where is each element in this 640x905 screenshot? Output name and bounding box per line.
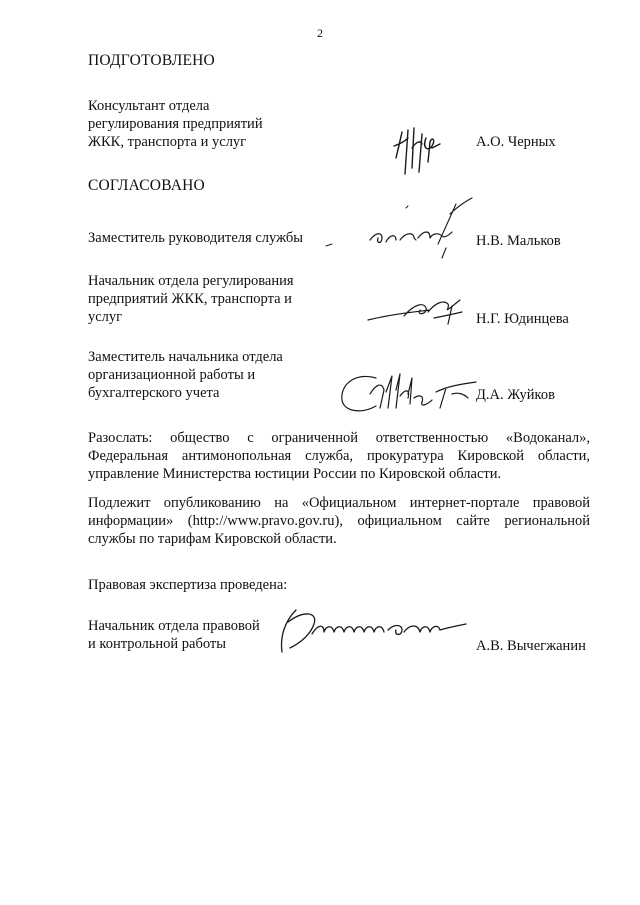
legal-review-position (88, 617, 260, 653)
publication-paragraph: Подлежит опубликованию на «Официальном интернет-портале правовой информации» (http://www.pravo.gov.ru), официальном сайте региональной службы по тарифам Кировской области. (88, 495, 590, 547)
signature-chernykh (392, 124, 456, 180)
agreed-heading: СОГЛАСОВАНО (88, 177, 205, 194)
prepared-name: А.О. Черных (476, 134, 556, 150)
signature-vychegzhanin (270, 604, 470, 660)
agreed-name-1: Н.В. Мальков (476, 233, 561, 249)
legal-review-position-line-1: Начальник отдела правовой (88, 618, 260, 634)
page-number: 2 (317, 26, 323, 40)
agreed-position-2-line-2: предприятий ЖКК, транспорта и (88, 291, 292, 307)
agreed-position-2-line-3: услуг (88, 309, 123, 325)
signature-yudintseva (364, 294, 474, 330)
signature-malkov (318, 192, 478, 262)
prepared-position-line-1: Консультант отдела (88, 98, 210, 114)
agreed-position-2-line-1: Начальник отдела регулирования (88, 273, 294, 289)
legal-review-statement: Правовая экспертиза проведена: (88, 577, 288, 593)
agreed-name-2: Н.Г. Юдинцева (476, 311, 569, 327)
legal-review-name: А.В. Вычегжанин (476, 638, 586, 654)
agreed-position-1-line-1: Заместитель руководителя службы (88, 230, 304, 246)
prepared-position-line-3: ЖКК, транспорта и услуг (88, 134, 247, 150)
agreed-position-2 (88, 272, 294, 326)
agreed-position-3-line-1: Заместитель начальника отдела (88, 349, 283, 365)
signature-zhuikov (336, 368, 486, 418)
agreed-position-3-line-3: бухгалтерского учета (88, 385, 220, 401)
agreed-position-1 (88, 229, 303, 247)
agreed-position-3-line-2: организационной работы и (88, 367, 256, 383)
prepared-heading: ПОДГОТОВЛЕНО (88, 52, 215, 69)
agreed-name-3: Д.А. Жуйков (476, 387, 555, 403)
distribution-paragraph: Разослать: общество с ограниченной ответственностью «Водоканал», Федеральная антимонопольная служба, прокуратура Кировской области, управление Министерства юстиции России по Кировской области. (88, 430, 590, 482)
prepared-position-line-2: регулирования предприятий (88, 116, 263, 132)
agreed-position-3 (88, 348, 283, 402)
legal-review-position-line-2: и контрольной работы (88, 636, 226, 652)
prepared-position (88, 97, 263, 151)
